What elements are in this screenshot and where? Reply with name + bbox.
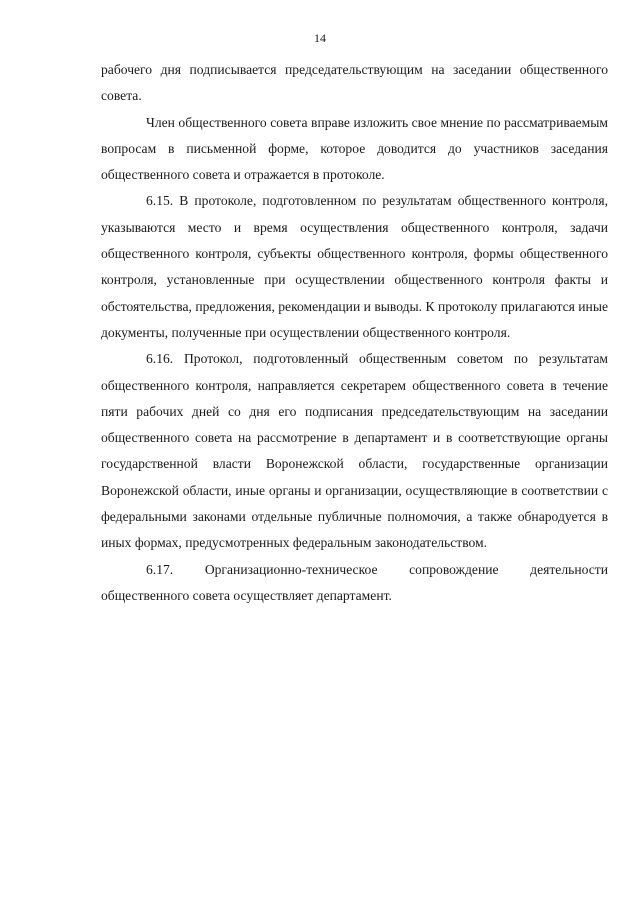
paragraph-6-15: 6.15. В протоколе, подготовленном по результатам общественного контроля, указываются место и время осуществления общественного контроля, задачи общественного контроля, субъекты общественного контроля, формы общественного контроля, установленные при осуществлении общественного контроля факты и обстоятельства, предложения, рекомендации и выводы. К протоколу прилагаются иные документы, полученные при осуществлении общественного контроля. <box>101 193 608 340</box>
paragraph-6-17: 6.17. Организационно-техническое сопровождение деятельности общественного совета осуществляет департамент. <box>101 561 608 603</box>
document-body <box>101 57 608 609</box>
paragraph-member-opinion: Член общественного совета вправе изложить свое мнение по рассматриваемым вопросам в письменной форме, которое доводится до участников заседания общественного совета и отражается в протоколе. <box>101 114 608 183</box>
paragraph-continuation: рабочего дня подписывается председательствующим на заседании общественного совета. <box>101 62 608 104</box>
page-number: 14 <box>314 31 326 45</box>
paragraph-6-16: 6.16. Протокол, подготовленный общественным советом по результатам общественного контроля, направляется секретарем общественного совета в течение пяти рабочих дней со дня его подписания председательствующим на заседании общественного совета на рассмотрение в департамент и в соответствующие органы государственной власти Воронежской области, государственные организации Воронежской области, иные органы и организации, осуществляющие в соответствии с федеральными законами отдельные публичные полномочия, а также обнародуется в иных формах, предусмотренных федеральным законодательством. <box>101 351 608 551</box>
